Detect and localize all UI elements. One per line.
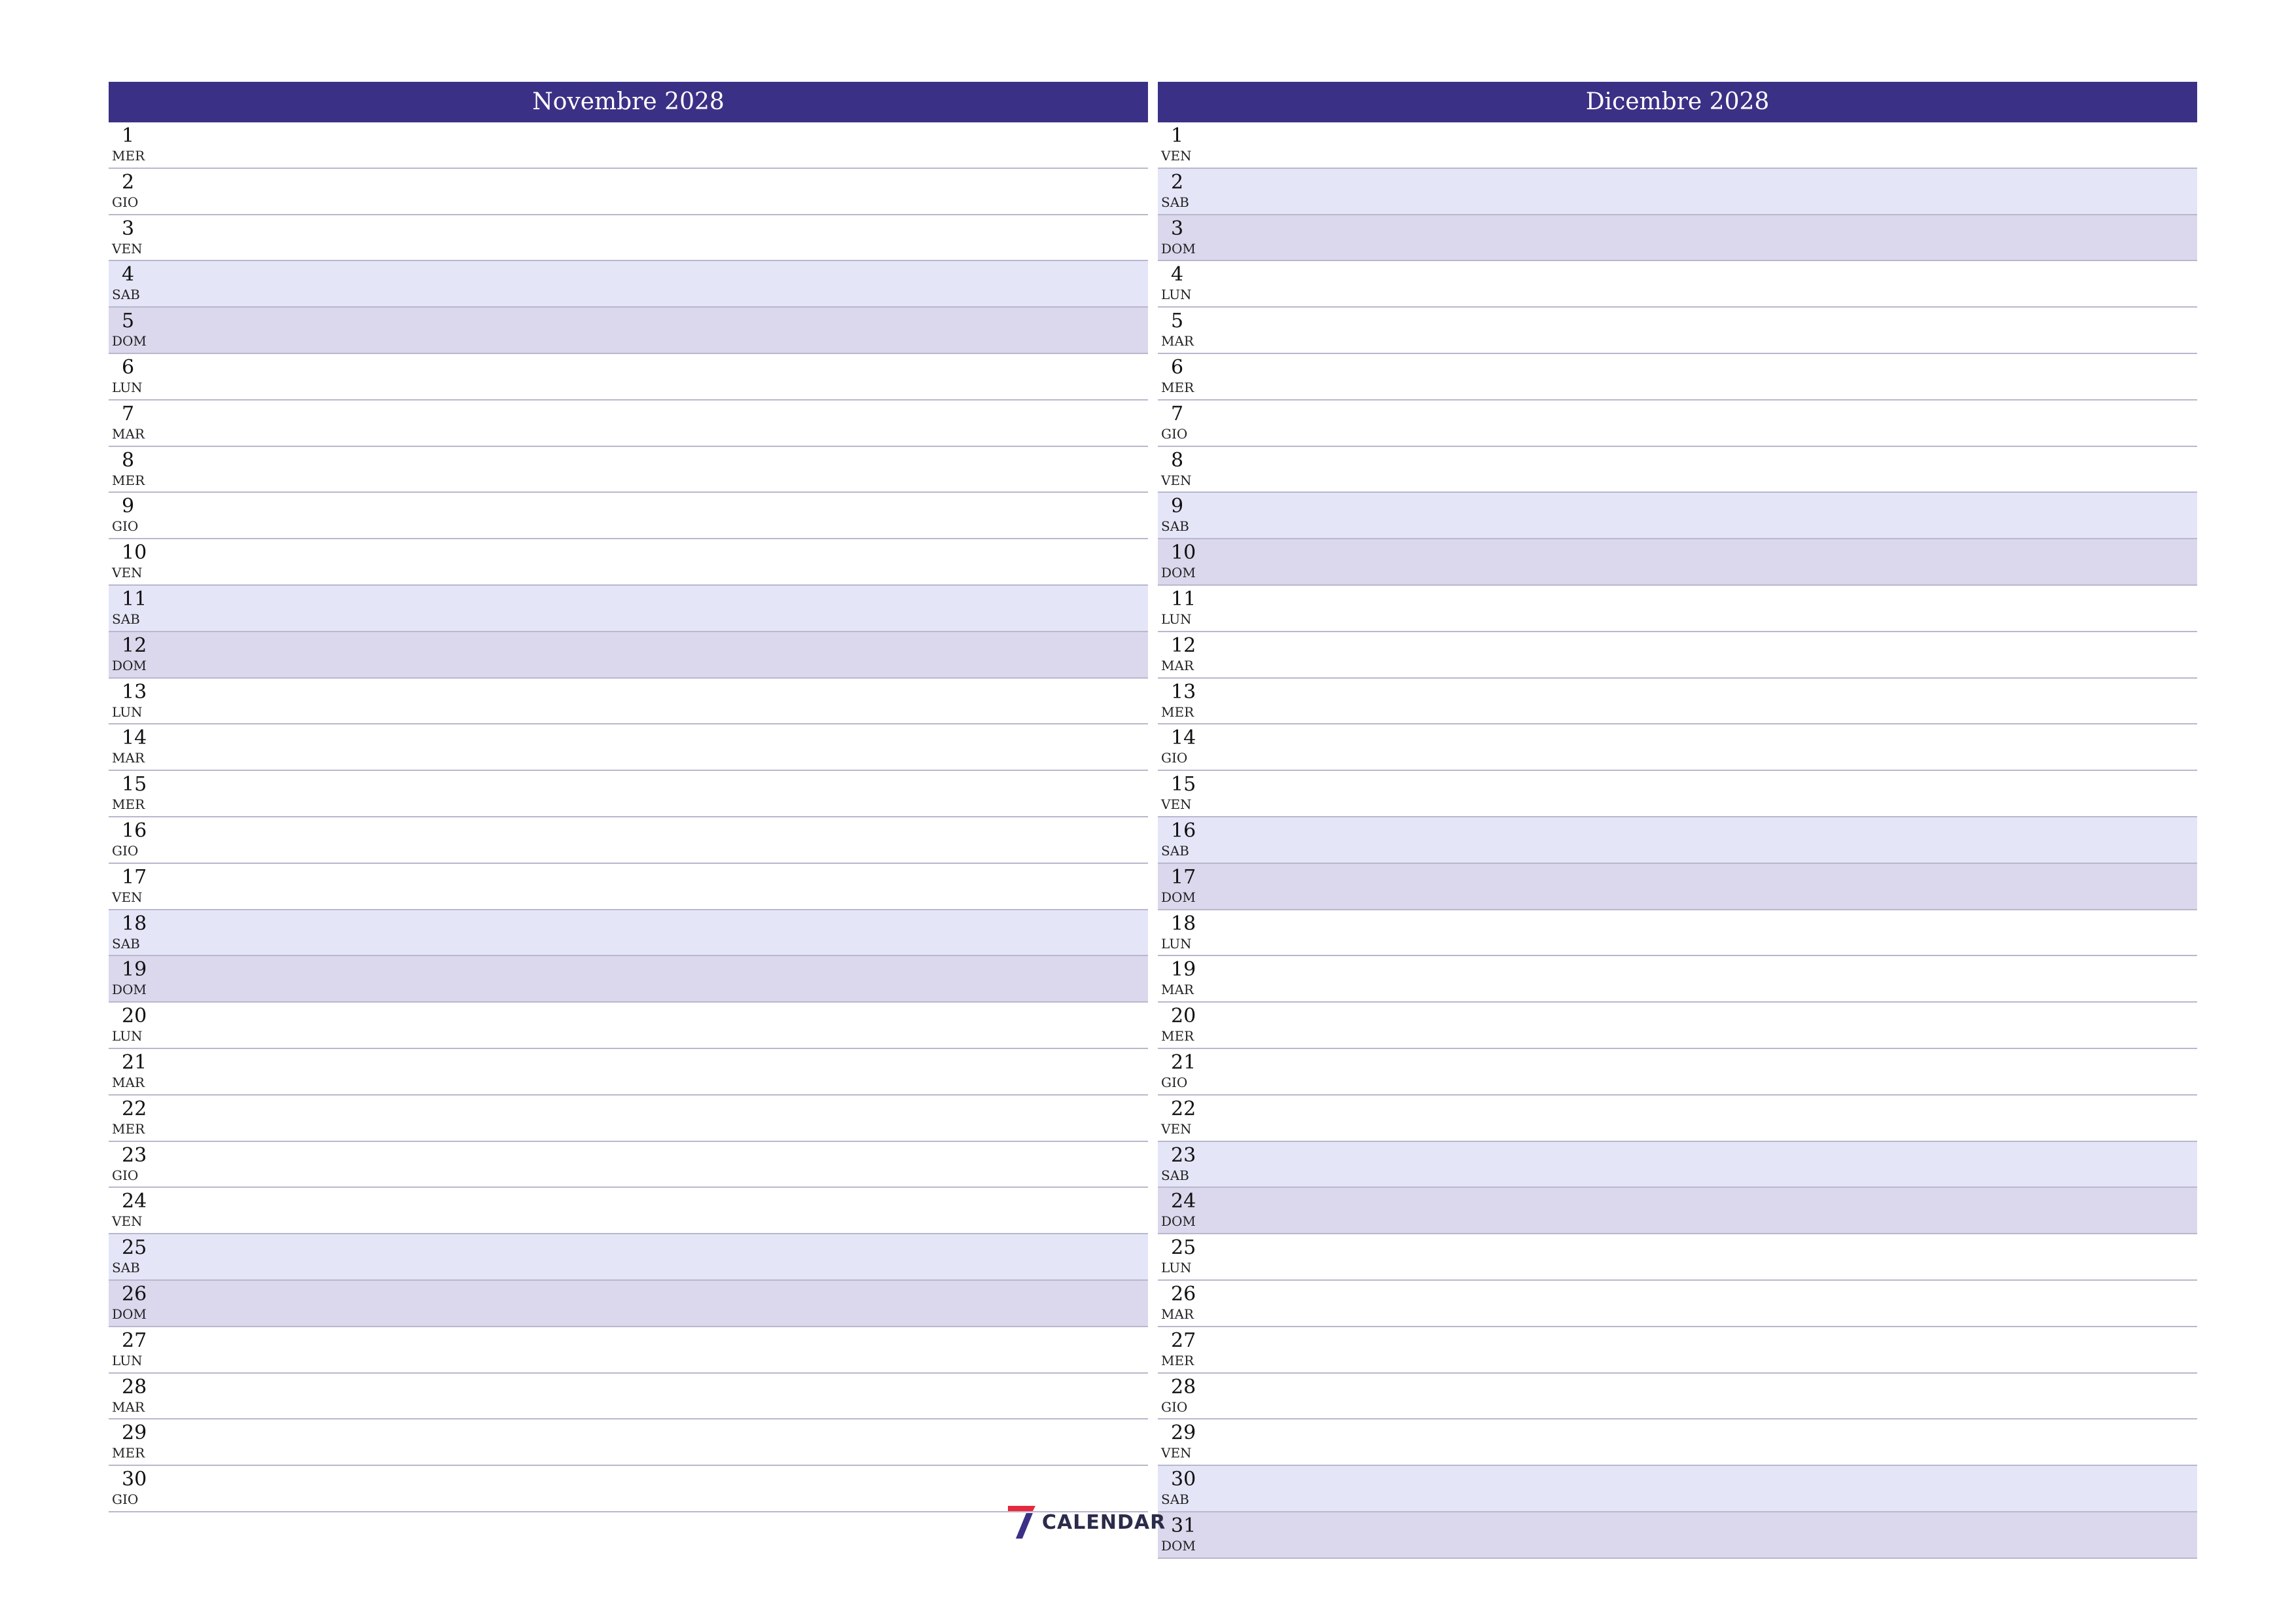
day-row: [1158, 401, 2197, 447]
day-row: [109, 586, 1148, 632]
day-number: 3: [122, 217, 135, 240]
day-row: [1158, 864, 2197, 910]
day-weekday: SAB: [112, 935, 140, 952]
day-number: 31: [1171, 1514, 1196, 1537]
day-number: 5: [1171, 310, 1184, 333]
day-weekday: MER: [112, 796, 145, 813]
day-row: [109, 1096, 1148, 1142]
month-title: Dicembre 2028: [1158, 82, 2197, 122]
day-row: [1158, 1327, 2197, 1374]
day-row: [1158, 679, 2197, 725]
day-weekday: SAB: [112, 287, 140, 303]
day-weekday: GIO: [1161, 750, 1188, 766]
day-number: 3: [1171, 217, 1184, 240]
day-row: [109, 493, 1148, 539]
day-weekday: GIO: [112, 1491, 139, 1508]
day-number: 29: [122, 1421, 147, 1445]
day-number: 26: [122, 1282, 147, 1306]
day-weekday: MER: [1161, 379, 1194, 395]
day-weekday: DOM: [1161, 565, 1196, 581]
day-number: 11: [122, 587, 147, 611]
day-row: [1158, 1142, 2197, 1188]
day-weekday: MER: [112, 472, 145, 488]
day-weekday: MER: [112, 1445, 145, 1461]
day-row: [109, 169, 1148, 215]
day-row: [1158, 215, 2197, 262]
day-weekday: MER: [112, 1120, 145, 1137]
day-row: [1158, 1188, 2197, 1234]
day-number: 30: [1171, 1468, 1196, 1491]
day-weekday: DOM: [1161, 889, 1196, 905]
day-number: 10: [1171, 541, 1196, 565]
day-weekday: GIO: [1161, 1074, 1188, 1090]
day-number: 27: [1171, 1329, 1196, 1352]
day-weekday: VEN: [1161, 796, 1192, 813]
day-number: 8: [122, 448, 135, 472]
day-weekday: DOM: [112, 333, 147, 349]
day-row: [109, 864, 1148, 910]
day-weekday: VEN: [1161, 1445, 1192, 1461]
day-weekday: SAB: [112, 1260, 140, 1276]
day-weekday: GIO: [1161, 425, 1188, 442]
day-weekday: MAR: [1161, 982, 1194, 998]
day-number: 25: [1171, 1236, 1196, 1260]
day-number: 5: [122, 310, 135, 333]
day-row: [109, 1327, 1148, 1374]
day-weekday: DOM: [1161, 240, 1196, 257]
day-weekday: MAR: [1161, 657, 1194, 673]
day-number: 9: [1171, 495, 1184, 518]
day-weekday: VEN: [112, 565, 143, 581]
day-weekday: DOM: [1161, 1213, 1196, 1230]
day-number: 22: [122, 1097, 147, 1120]
day-number: 1: [122, 124, 135, 147]
day-weekday: MAR: [112, 1399, 145, 1415]
day-row: [1158, 1003, 2197, 1049]
day-weekday: LUN: [112, 704, 143, 720]
day-number: 6: [122, 355, 135, 379]
day-row: [109, 956, 1148, 1003]
day-weekday: MAR: [112, 425, 145, 442]
day-number: 21: [1171, 1050, 1196, 1074]
day-row: [109, 122, 1148, 169]
day-number: 7: [1171, 402, 1184, 425]
day-number: 20: [1171, 1005, 1196, 1028]
day-row: [1158, 539, 2197, 586]
day-number: 23: [122, 1143, 147, 1167]
day-weekday: MAR: [112, 750, 145, 766]
day-weekday: VEN: [112, 1213, 143, 1230]
day-weekday: SAB: [1161, 1491, 1189, 1508]
day-row: [1158, 724, 2197, 771]
day-row: [109, 1234, 1148, 1281]
day-number: 19: [1171, 958, 1196, 982]
day-row: [109, 817, 1148, 864]
day-row: [1158, 1374, 2197, 1420]
day-number: 19: [122, 958, 147, 982]
day-row: [1158, 308, 2197, 354]
day-weekday: GIO: [112, 194, 139, 210]
day-number: 24: [1171, 1190, 1196, 1213]
day-number: 15: [1171, 773, 1196, 796]
day-row: [1158, 1234, 2197, 1281]
day-row: [1158, 910, 2197, 957]
day-weekday: MER: [112, 148, 145, 164]
day-row: [1158, 1281, 2197, 1327]
day-weekday: MER: [1161, 1028, 1194, 1044]
day-row: [1158, 122, 2197, 169]
month-november: [109, 82, 1148, 1512]
day-weekday: VEN: [1161, 148, 1192, 164]
day-row: [109, 1188, 1148, 1234]
day-number: 12: [122, 633, 147, 657]
day-row: [1158, 1512, 2197, 1559]
day-number: 6: [1171, 355, 1184, 379]
day-row: [1158, 817, 2197, 864]
day-weekday: SAB: [1161, 842, 1189, 859]
day-row: [109, 1142, 1148, 1188]
day-row: [1158, 771, 2197, 817]
day-number: 4: [1171, 263, 1184, 287]
day-row: [109, 401, 1148, 447]
day-row: [109, 910, 1148, 957]
day-row: [109, 1374, 1148, 1420]
day-number: 28: [1171, 1375, 1196, 1399]
day-row: [1158, 447, 2197, 493]
day-list: [109, 122, 1148, 1512]
day-row: [1158, 1419, 2197, 1466]
day-weekday: MAR: [1161, 1306, 1194, 1322]
day-row: [1158, 586, 2197, 632]
day-weekday: DOM: [112, 657, 147, 673]
day-row: [109, 724, 1148, 771]
day-number: 18: [122, 912, 147, 935]
day-weekday: SAB: [1161, 518, 1189, 535]
day-weekday: LUN: [112, 1352, 143, 1368]
day-weekday: SAB: [1161, 194, 1189, 210]
day-row: [109, 308, 1148, 354]
day-row: [109, 539, 1148, 586]
day-number: 30: [122, 1468, 147, 1491]
day-row: [1158, 493, 2197, 539]
day-number: 13: [122, 680, 147, 704]
day-number: 17: [122, 865, 147, 889]
day-number: 21: [122, 1050, 147, 1074]
day-row: [1158, 1466, 2197, 1512]
day-weekday: GIO: [112, 842, 139, 859]
day-number: 16: [122, 819, 147, 842]
day-number: 7: [122, 402, 135, 425]
day-weekday: GIO: [112, 1167, 139, 1183]
day-number: 12: [1171, 633, 1196, 657]
day-row: [109, 771, 1148, 817]
day-row: [1158, 1096, 2197, 1142]
day-number: 28: [122, 1375, 147, 1399]
day-number: 14: [1171, 726, 1196, 750]
day-weekday: DOM: [112, 982, 147, 998]
day-number: 26: [1171, 1282, 1196, 1306]
day-weekday: VEN: [112, 889, 143, 905]
day-row: [109, 1049, 1148, 1096]
month-december: [1158, 82, 2197, 1559]
day-number: 24: [122, 1190, 147, 1213]
day-row: [109, 1281, 1148, 1327]
day-number: 14: [122, 726, 147, 750]
day-weekday: MER: [1161, 1352, 1194, 1368]
seven-logo-icon: [1007, 1505, 1037, 1540]
day-row: [109, 261, 1148, 308]
day-weekday: LUN: [112, 379, 143, 395]
day-row: [1158, 1049, 2197, 1096]
day-row: [109, 215, 1148, 262]
day-row: [109, 679, 1148, 725]
day-weekday: MAR: [112, 1074, 145, 1090]
day-number: 4: [122, 263, 135, 287]
logo-text: CALENDAR: [1042, 1510, 1166, 1534]
day-row: [109, 354, 1148, 401]
day-weekday: LUN: [1161, 611, 1192, 627]
day-row: [109, 447, 1148, 493]
day-number: 25: [122, 1236, 147, 1260]
day-number: 2: [122, 170, 135, 194]
day-weekday: LUN: [1161, 287, 1192, 303]
day-weekday: MER: [1161, 704, 1194, 720]
day-row: [1158, 632, 2197, 679]
day-list: [1158, 122, 2197, 1559]
day-weekday: GIO: [112, 518, 139, 535]
day-number: 13: [1171, 680, 1196, 704]
day-number: 10: [122, 541, 147, 565]
day-number: 11: [1171, 587, 1196, 611]
day-row: [109, 1419, 1148, 1466]
day-number: 1: [1171, 124, 1184, 147]
day-weekday: DOM: [1161, 1537, 1196, 1554]
day-number: 29: [1171, 1421, 1196, 1445]
day-weekday: SAB: [112, 611, 140, 627]
brand-logo: [1007, 1504, 1166, 1541]
day-weekday: GIO: [1161, 1399, 1188, 1415]
day-number: 18: [1171, 912, 1196, 935]
day-weekday: LUN: [1161, 1260, 1192, 1276]
day-row: [1158, 261, 2197, 308]
day-row: [1158, 354, 2197, 401]
day-weekday: LUN: [112, 1028, 143, 1044]
day-number: 17: [1171, 865, 1196, 889]
day-weekday: DOM: [112, 1306, 147, 1322]
day-weekday: SAB: [1161, 1167, 1189, 1183]
day-number: 15: [122, 773, 147, 796]
day-number: 9: [122, 495, 135, 518]
day-row: [1158, 956, 2197, 1003]
day-weekday: LUN: [1161, 935, 1192, 952]
day-number: 27: [122, 1329, 147, 1352]
day-number: 8: [1171, 448, 1184, 472]
day-number: 20: [122, 1005, 147, 1028]
day-row: [109, 632, 1148, 679]
day-weekday: VEN: [112, 240, 143, 257]
month-title: Novembre 2028: [109, 82, 1148, 122]
day-row: [109, 1003, 1148, 1049]
day-number: 16: [1171, 819, 1196, 842]
day-weekday: MAR: [1161, 333, 1194, 349]
day-weekday: VEN: [1161, 1120, 1192, 1137]
day-row: [109, 1466, 1148, 1512]
day-number: 22: [1171, 1097, 1196, 1120]
day-number: 23: [1171, 1143, 1196, 1167]
day-number: 2: [1171, 170, 1184, 194]
day-row: [1158, 169, 2197, 215]
day-weekday: VEN: [1161, 472, 1192, 488]
